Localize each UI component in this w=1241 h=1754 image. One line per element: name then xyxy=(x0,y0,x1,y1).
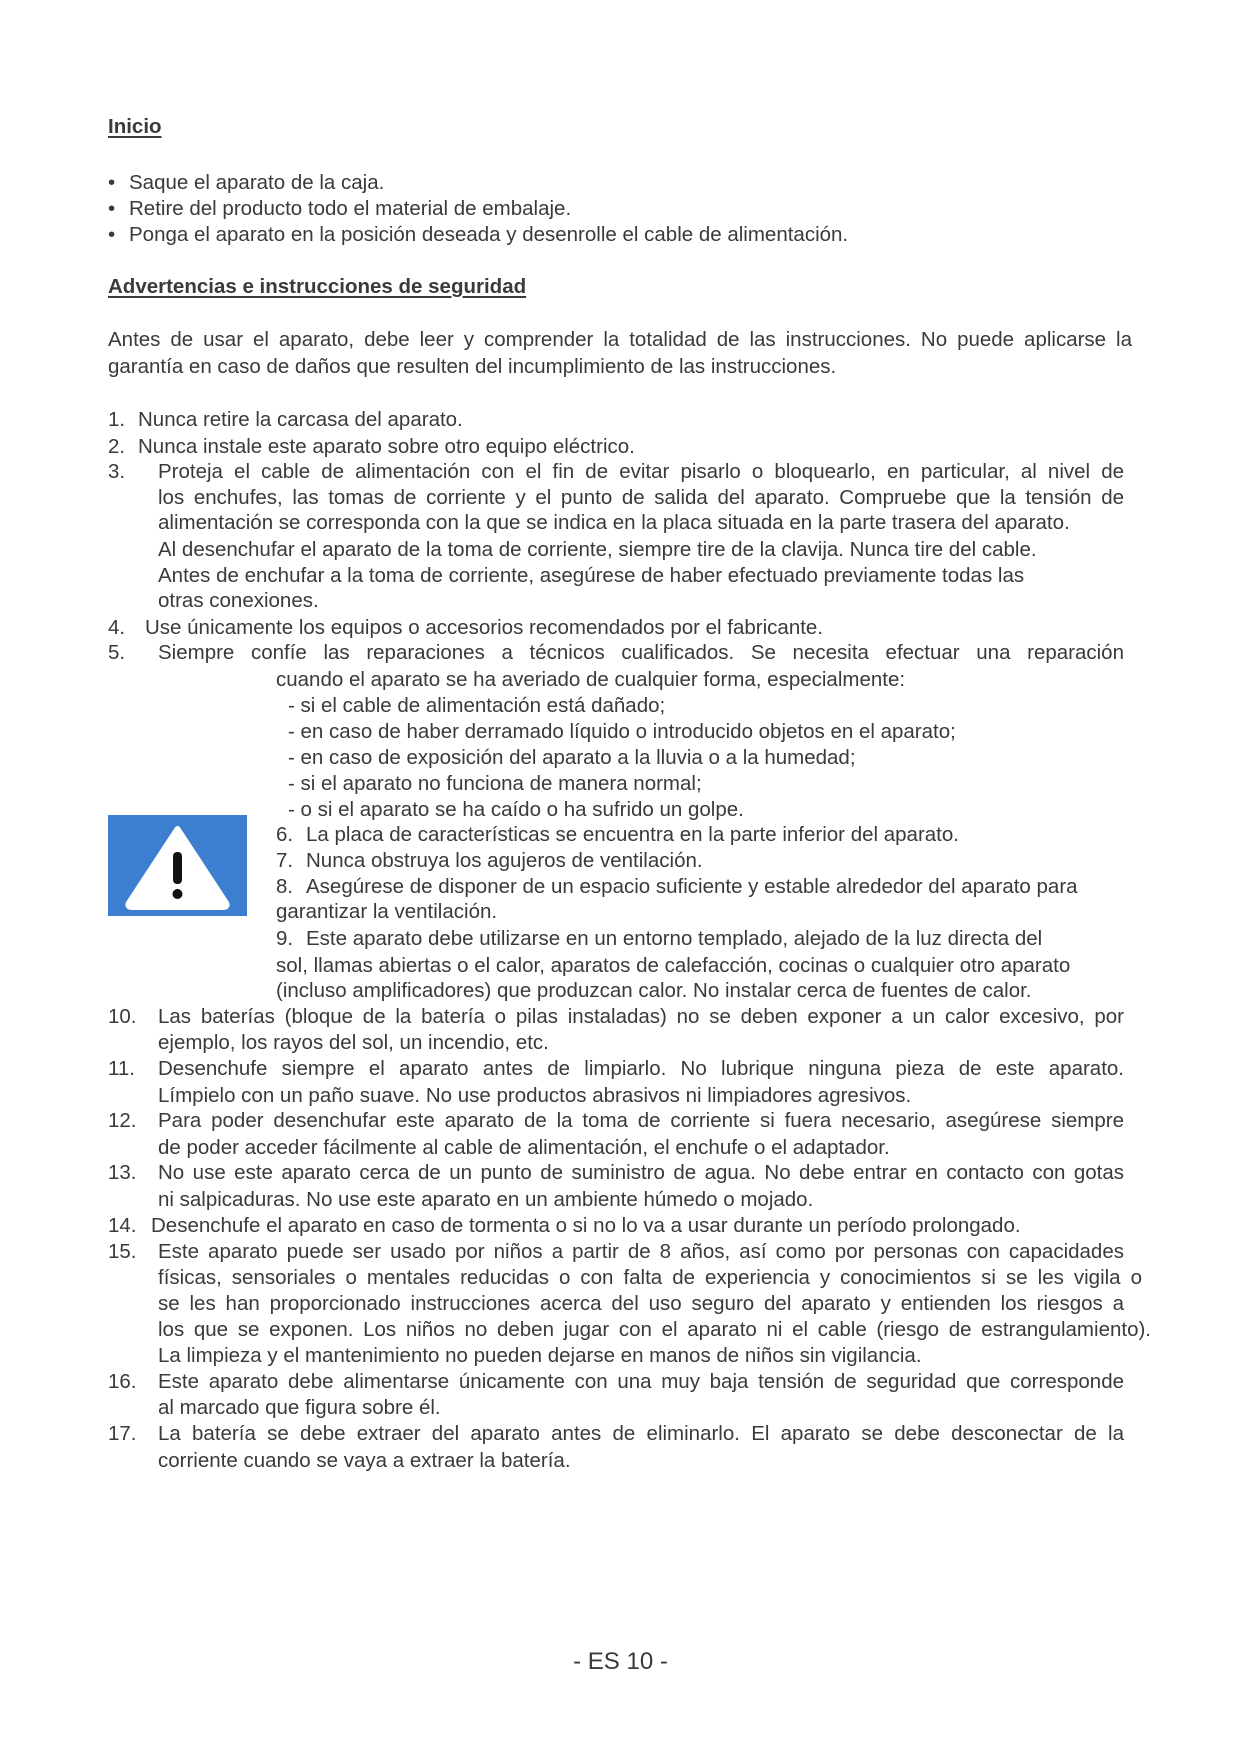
item-line: Este aparato puede ser usado por niños a partir de 8 años, así como por personas con capacidades xyxy=(158,1240,1124,1263)
section-title-safety: Advertencias e instrucciones de seguridad xyxy=(108,275,527,298)
item-line: Proteja el cable de alimentación con el fin de evitar pisarlo o bloquearlo, en particular, al nivel de xyxy=(158,460,1124,483)
item-number: 16. xyxy=(108,1370,137,1393)
item-line: al marcado que figura sobre él. xyxy=(158,1396,441,1419)
item-line: Nunca instale este aparato sobre otro equipo eléctrico. xyxy=(138,435,635,458)
item-line: No use este aparato cerca de un punto de suministro de agua. No debe entrar en contacto con gotas xyxy=(158,1161,1124,1184)
sub-item: - o si el aparato se ha caído o ha sufrido un golpe. xyxy=(288,798,744,821)
item-number: 4. xyxy=(108,616,126,639)
item-number: 12. xyxy=(108,1109,137,1132)
item-line: ejemplo, los rayos del sol, un incendio, etc. xyxy=(158,1031,549,1054)
item-line: Siempre confíe las reparaciones a técnicos cualificados. Se necesita efectuar una reparación xyxy=(158,641,1124,664)
sub-item: - si el cable de alimentación está dañado; xyxy=(288,694,666,717)
item-number: 14. xyxy=(108,1214,137,1237)
sub-item: - si el aparato no funciona de manera normal; xyxy=(288,772,702,795)
item-number: 8. xyxy=(276,875,294,898)
warning-icon xyxy=(108,815,247,916)
item-line: Este aparato debe alimentarse únicamente con una muy baja tensión de seguridad que corresponde xyxy=(158,1370,1124,1393)
item-line: alimentación se corresponda con la que se indica en la placa situada en la parte trasera del aparato. xyxy=(158,511,1070,534)
bullet-marker: • xyxy=(108,223,116,246)
item-line: La batería se debe extraer del aparato antes de eliminarlo. El aparato se debe desconectar de la xyxy=(158,1422,1124,1445)
item-line: Nunca retire la carcasa del aparato. xyxy=(138,408,463,431)
page-number: - ES 10 - xyxy=(573,1648,668,1675)
item-line: Desenchufe el aparato en caso de tormenta o si no lo va a usar durante un período prolongado. xyxy=(151,1214,1021,1237)
item-number: 2. xyxy=(108,435,126,458)
item-line: otras conexiones. xyxy=(158,589,319,612)
list-item: Saque el aparato de la caja. xyxy=(129,171,385,194)
item-number: 1. xyxy=(108,408,126,431)
item-number: 17. xyxy=(108,1422,137,1445)
item-line: Antes de enchufar a la toma de corriente, asegúrese de haber efectuado previamente todas las xyxy=(158,564,1025,587)
item-line: cuando el aparato se ha averiado de cualquier forma, especialmente: xyxy=(276,668,906,691)
item-number: 9. xyxy=(276,927,294,950)
item-line: Este aparato debe utilizarse en un entorno templado, alejado de la luz directa del xyxy=(306,927,1043,950)
intro-line: Antes de usar el aparato, debe leer y comprender la totalidad de las instrucciones. No puede aplicarse la xyxy=(108,328,1132,351)
item-line: Al desenchufar el aparato de la toma de corriente, siempre tire de la clavija. Nunca tire del cable. xyxy=(158,538,1037,561)
item-line: Desenchufe siempre el aparato antes de limpiarlo. No lubrique ninguna pieza de este aparato. xyxy=(158,1057,1124,1080)
item-line: Límpielo con un paño suave. No use productos abrasivos ni limpiadores agresivos. xyxy=(158,1084,912,1107)
sub-item: - en caso de exposición del aparato a la lluvia o a la humedad; xyxy=(288,746,856,769)
item-line: de poder acceder fácilmente al cable de alimentación, el enchufe o el adaptador. xyxy=(158,1136,890,1159)
item-number: 10. xyxy=(108,1005,137,1028)
bullet-marker: • xyxy=(108,171,116,194)
item-line: Las baterías (bloque de la batería o pilas instaladas) no se deben exponer a un calor excesivo, por xyxy=(158,1005,1124,1028)
item-line: los que se exponen. Los niños no deben jugar con el aparato ni el cable (riesgo de estrangulamiento). xyxy=(158,1318,1151,1341)
item-number: 11. xyxy=(108,1057,135,1080)
item-line: Use únicamente los equipos o accesorios recomendados por el fabricante. xyxy=(145,616,824,639)
item-number: 3. xyxy=(108,460,126,483)
item-line: ni salpicaduras. No use este aparato en un ambiente húmedo o mojado. xyxy=(158,1188,814,1211)
item-line: se les han proporcionado instrucciones acerca del uso seguro del aparato y entienden los riesgos a xyxy=(158,1292,1124,1315)
item-line: corriente cuando se vaya a extraer la batería. xyxy=(158,1449,571,1472)
intro-line: garantía en caso de daños que resulten del incumplimiento de las instrucciones. xyxy=(108,355,837,378)
item-line: Asegúrese de disponer de un espacio suficiente y estable alrededor del aparato para xyxy=(306,875,1078,898)
item-line: Nunca obstruya los agujeros de ventilación. xyxy=(306,849,703,872)
item-line: (incluso amplificadores) que produzcan calor. No instalar cerca de fuentes de calor. xyxy=(276,979,1032,1002)
item-number: 13. xyxy=(108,1161,137,1184)
item-number: 7. xyxy=(276,849,294,872)
item-line: Para poder desenchufar este aparato de la toma de corriente si fuera necesario, asegúrese siempre xyxy=(158,1109,1124,1132)
item-line: físicas, sensoriales o mentales reducidas o con falta de experiencia y conocimientos si se les vigila o xyxy=(158,1266,1142,1289)
bullet-marker: • xyxy=(108,197,116,220)
item-line: garantizar la ventilación. xyxy=(276,900,498,923)
list-item: Ponga el aparato en la posición deseada y desenrolle el cable de alimentación. xyxy=(129,223,849,246)
section-title-inicio: Inicio xyxy=(108,115,162,138)
item-line: La placa de características se encuentra en la parte inferior del aparato. xyxy=(306,823,959,846)
item-line: sol, llamas abiertas o el calor, aparatos de calefacción, cocinas o cualquier otro aparato xyxy=(276,954,1071,977)
sub-item: - en caso de haber derramado líquido o introducido objetos en el aparato; xyxy=(288,720,956,743)
item-number: 15. xyxy=(108,1240,137,1263)
item-line: los enchufes, las tomas de corriente y el punto de salida del aparato. Compruebe que la tensión de xyxy=(158,486,1124,509)
item-number: 6. xyxy=(276,823,294,846)
list-item: Retire del producto todo el material de embalaje. xyxy=(129,197,572,220)
item-line: La limpieza y el mantenimiento no pueden dejarse en manos de niños sin vigilancia. xyxy=(158,1344,922,1367)
item-number: 5. xyxy=(108,641,126,664)
